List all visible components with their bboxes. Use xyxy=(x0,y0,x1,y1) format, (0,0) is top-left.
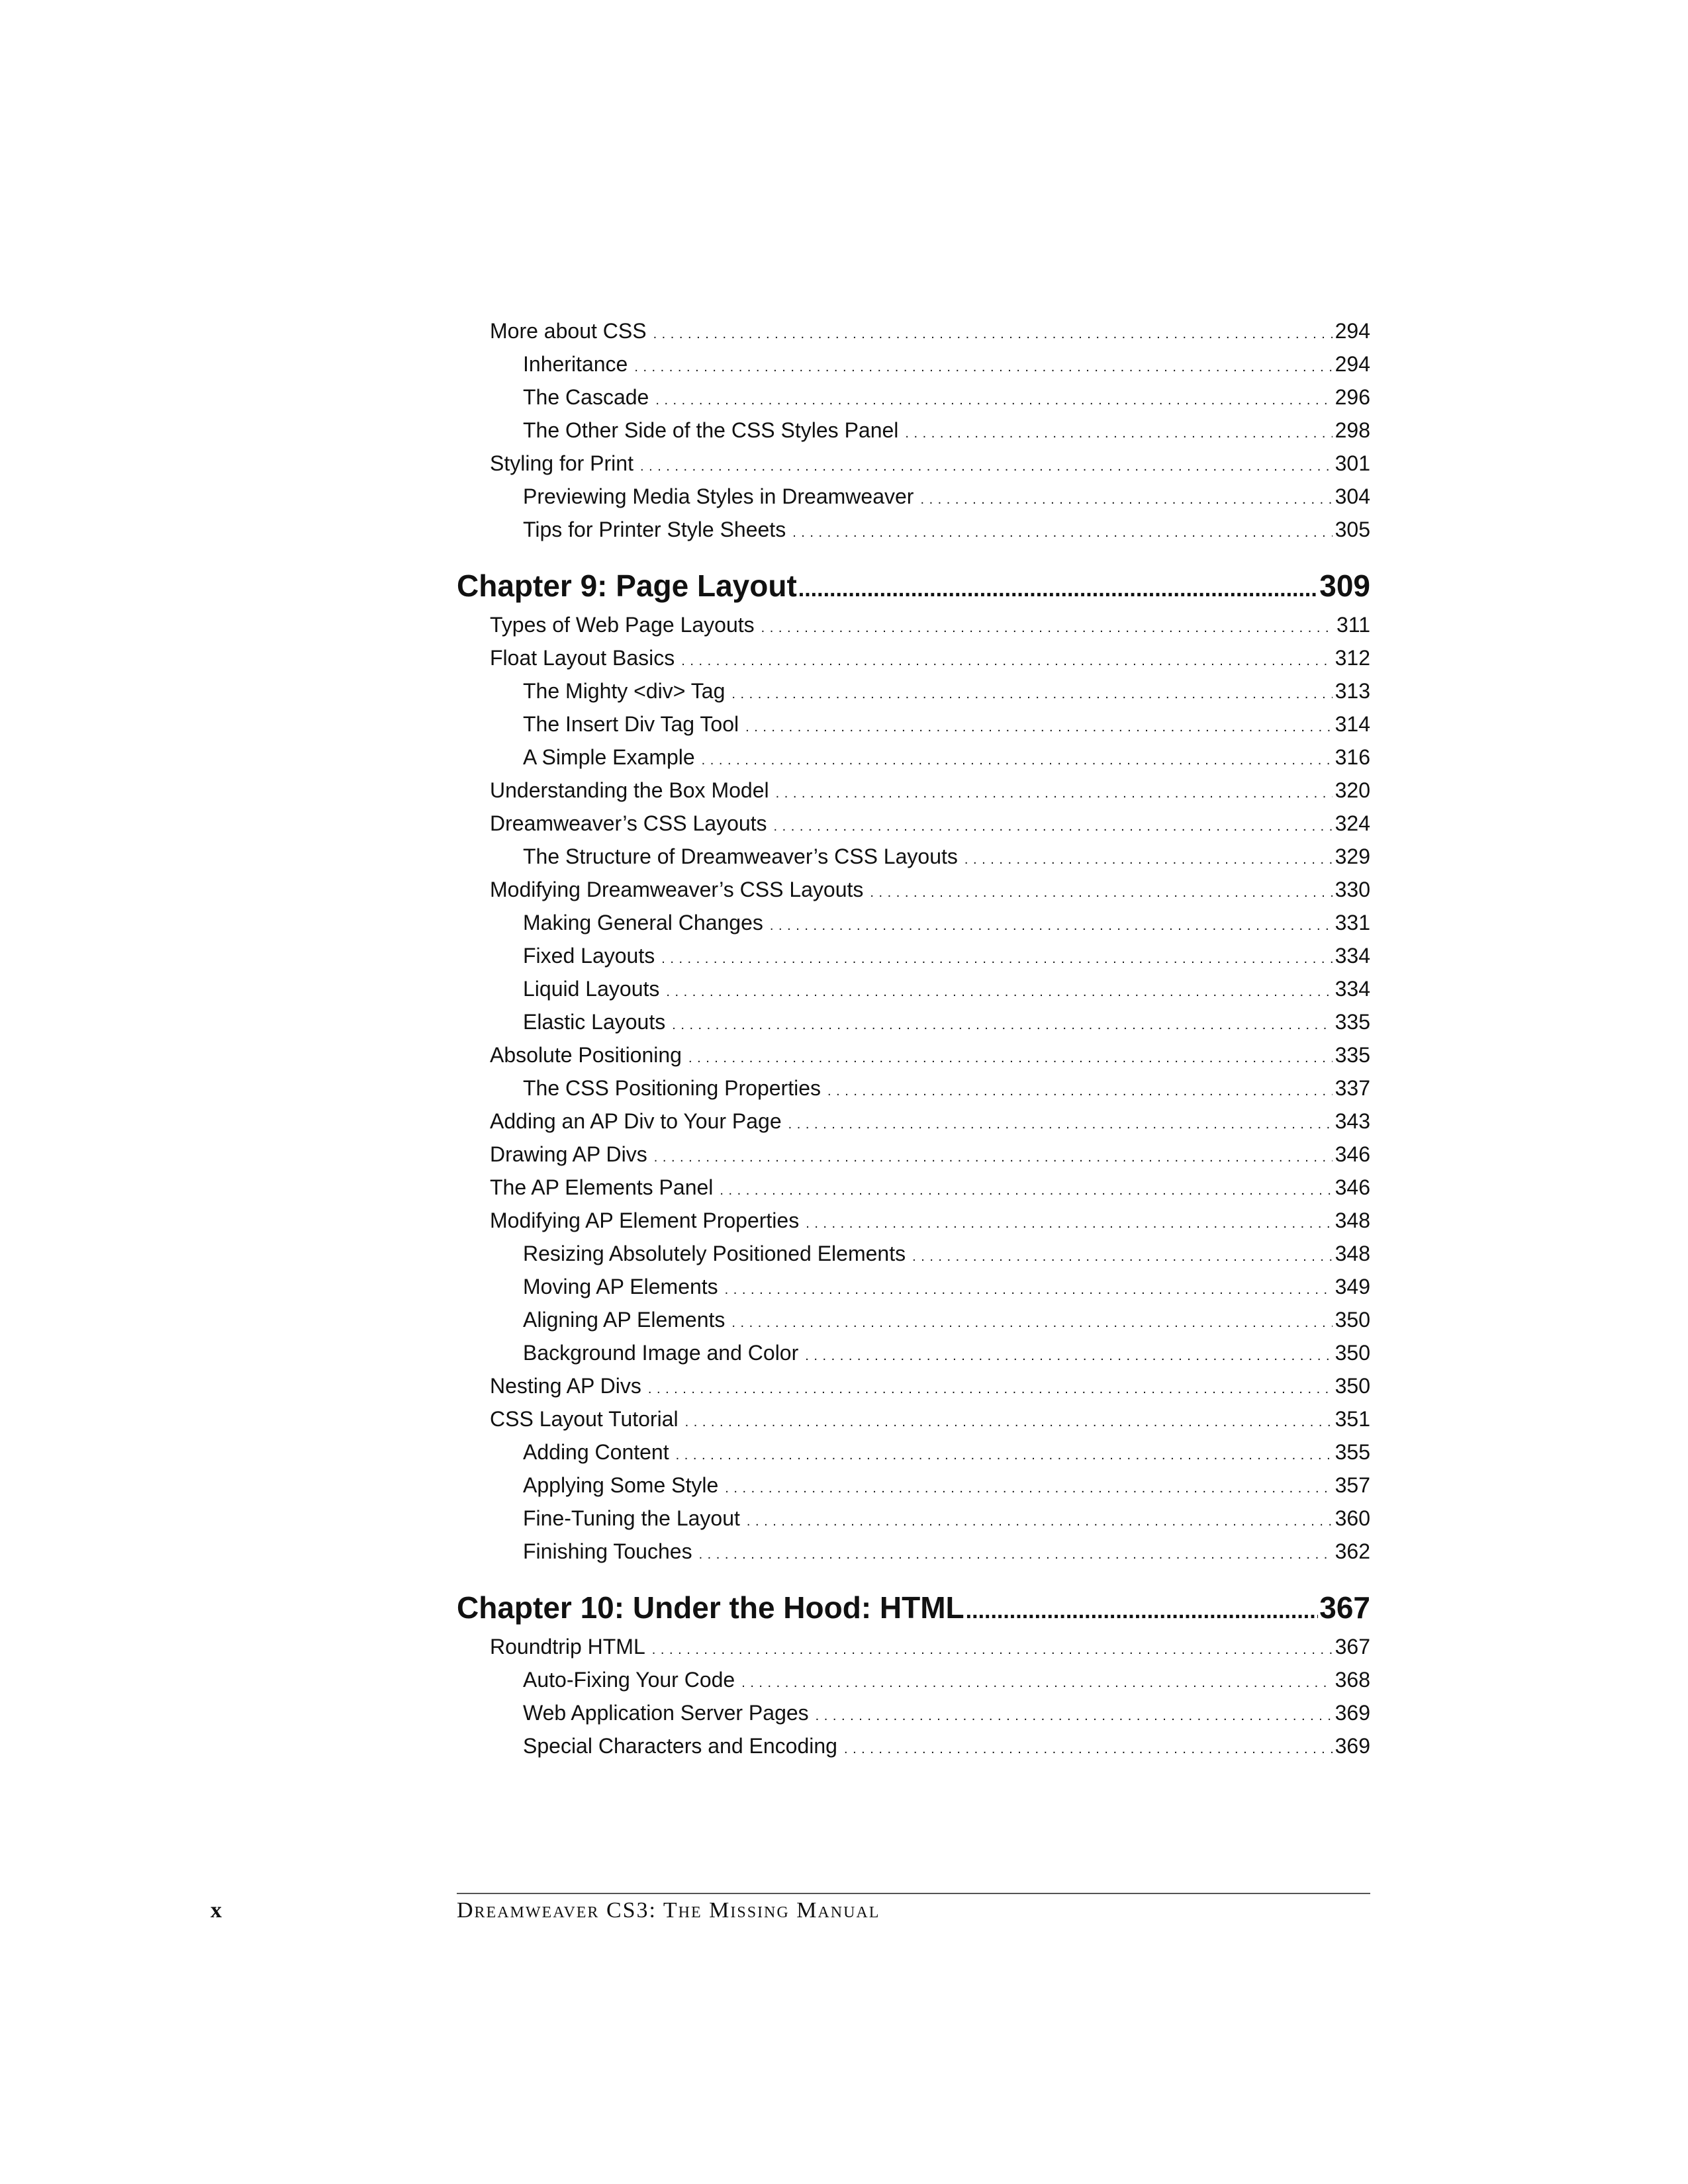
toc-entry xyxy=(457,1630,1370,1663)
dot-leader xyxy=(741,1663,1332,1696)
toc-entry xyxy=(457,1237,1370,1270)
toc-entry xyxy=(457,513,1370,546)
toc-entry xyxy=(457,1105,1370,1138)
toc-entry xyxy=(457,381,1370,414)
dot-leader xyxy=(666,972,1332,1005)
toc-entry xyxy=(457,1071,1370,1105)
entry-title: Modifying AP Element Properties xyxy=(490,1208,800,1232)
dot-leader xyxy=(640,447,1333,480)
toc-entry xyxy=(457,1469,1370,1502)
dot-leader xyxy=(725,1270,1333,1303)
entry-title: Modifying Dreamweaver’s CSS Layouts xyxy=(490,878,864,901)
dot-leader xyxy=(844,1729,1333,1762)
page-number: 357 xyxy=(1335,1473,1370,1497)
page-number: 329 xyxy=(1335,844,1370,868)
entry-title: Types of Web Page Layouts xyxy=(490,613,755,637)
page-number: 368 xyxy=(1335,1668,1370,1692)
chapter-title: Chapter 9: Page Layout xyxy=(457,569,797,603)
entry-title: The Insert Div Tag Tool xyxy=(523,712,739,736)
page-number: 320 xyxy=(1335,778,1370,802)
entry-title: CSS Layout Tutorial xyxy=(490,1407,679,1431)
entry-title: Styling for Print xyxy=(490,451,633,475)
dot-leader xyxy=(964,840,1333,873)
toc-entry xyxy=(457,873,1370,906)
entry-title: The Cascade xyxy=(523,385,649,409)
entry-title: Moving AP Elements xyxy=(523,1275,718,1298)
dot-leader xyxy=(681,641,1332,674)
entry-title: Liquid Layouts xyxy=(523,977,660,1001)
toc-entry xyxy=(457,972,1370,1005)
dot-leader xyxy=(672,1005,1332,1038)
page-number: 305 xyxy=(1335,518,1370,541)
entry-title: Absolute Positioning xyxy=(490,1043,682,1067)
toc-entry xyxy=(457,741,1370,774)
toc-entry xyxy=(457,840,1370,873)
entry-title: Dreamweaver’s CSS Layouts xyxy=(490,811,767,835)
entry-title: The AP Elements Panel xyxy=(490,1175,714,1199)
entry-title: Background Image and Color xyxy=(523,1341,799,1365)
toc-entry xyxy=(457,1336,1370,1369)
page-number: 304 xyxy=(1335,484,1370,508)
entry-title: Resizing Absolutely Positioned Elements xyxy=(523,1242,906,1265)
dot-leader xyxy=(912,1237,1333,1270)
entry-title: Making General Changes xyxy=(523,911,763,934)
toc-entry xyxy=(457,707,1370,741)
toc-entry xyxy=(457,1270,1370,1303)
dot-leader xyxy=(747,1502,1333,1535)
dot-leader xyxy=(653,314,1333,347)
dot-leader xyxy=(699,1535,1333,1568)
dot-leader xyxy=(805,1336,1332,1369)
entry-title: A Simple Example xyxy=(523,745,695,769)
toc-entry xyxy=(457,674,1370,707)
dot-leader xyxy=(745,707,1333,741)
page-number: 337 xyxy=(1335,1076,1370,1100)
dot-leader xyxy=(648,1369,1333,1402)
dot-leader xyxy=(774,807,1333,840)
dot-leader xyxy=(798,566,1318,606)
entry-title: Adding an AP Div to Your Page xyxy=(490,1109,782,1133)
entry-title: Understanding the Box Model xyxy=(490,778,769,802)
page-number-folio: x xyxy=(211,1898,222,1923)
dot-leader xyxy=(720,1171,1332,1204)
entry-title: Web Application Server Pages xyxy=(523,1701,809,1725)
dot-leader xyxy=(731,1303,1332,1336)
entry-title: Auto-Fixing Your Code xyxy=(523,1668,735,1692)
dot-leader xyxy=(688,1038,1333,1071)
entry-title: Roundtrip HTML xyxy=(490,1635,645,1659)
page-number: 331 xyxy=(1335,911,1370,934)
page-number: 350 xyxy=(1335,1308,1370,1332)
page-number: 350 xyxy=(1335,1374,1370,1398)
toc-entry xyxy=(457,1663,1370,1696)
dot-leader xyxy=(870,873,1332,906)
page-number: 313 xyxy=(1335,679,1370,703)
entry-title: The Structure of Dreamweaver’s CSS Layouts xyxy=(523,844,958,868)
toc-entry xyxy=(457,1138,1370,1171)
toc-entry xyxy=(457,1369,1370,1402)
page-number: 311 xyxy=(1336,613,1370,637)
table-of-contents xyxy=(457,314,1370,1762)
entry-title: Nesting AP Divs xyxy=(490,1374,641,1398)
entry-title: Finishing Touches xyxy=(523,1539,692,1563)
page-number: 369 xyxy=(1335,1701,1370,1725)
page-number: 298 xyxy=(1335,418,1370,442)
toc-entry xyxy=(457,1171,1370,1204)
entry-title: Previewing Media Styles in Dreamweaver xyxy=(523,484,914,508)
toc-chapter-heading xyxy=(457,566,1370,606)
page-number: 294 xyxy=(1335,319,1370,343)
page-number: 369 xyxy=(1335,1734,1370,1758)
toc-entry xyxy=(457,608,1370,641)
toc-entry xyxy=(457,1402,1370,1435)
toc-entry xyxy=(457,774,1370,807)
page-number: 355 xyxy=(1335,1440,1370,1464)
entry-title: The Other Side of the CSS Styles Panel xyxy=(523,418,899,442)
entry-title: More about CSS xyxy=(490,319,647,343)
toc-entry xyxy=(457,1005,1370,1038)
running-footer-title: Dreamweaver CS3: The Missing Manual xyxy=(457,1898,880,1923)
page-number: 309 xyxy=(1319,569,1370,603)
dot-leader xyxy=(676,1435,1333,1469)
page-number: 334 xyxy=(1335,977,1370,1001)
page-number: 367 xyxy=(1335,1635,1370,1659)
page-number: 349 xyxy=(1335,1275,1370,1298)
footer-rule xyxy=(457,1893,1370,1894)
page-number: 314 xyxy=(1335,712,1370,736)
dot-leader xyxy=(776,774,1333,807)
page-number: 324 xyxy=(1335,811,1370,835)
chapter-title: Chapter 10: Under the Hood: HTML xyxy=(457,1590,964,1625)
dot-leader xyxy=(634,347,1332,381)
entry-title: Tips for Printer Style Sheets xyxy=(523,518,786,541)
dot-leader xyxy=(725,1469,1332,1502)
page-number: 360 xyxy=(1335,1506,1370,1530)
dot-leader xyxy=(685,1402,1333,1435)
toc-entry xyxy=(457,807,1370,840)
dot-leader xyxy=(788,1105,1333,1138)
entry-title: Drawing AP Divs xyxy=(490,1142,647,1166)
entry-title: The Mighty <div> Tag xyxy=(523,679,726,703)
page-number: 348 xyxy=(1335,1242,1370,1265)
page-number: 335 xyxy=(1335,1010,1370,1034)
entry-title: Applying Some Style xyxy=(523,1473,719,1497)
dot-leader xyxy=(816,1696,1333,1729)
dot-leader xyxy=(827,1071,1333,1105)
toc-chapter-heading xyxy=(457,1588,1370,1627)
dot-leader xyxy=(761,608,1334,641)
toc-entry xyxy=(457,1535,1370,1568)
dot-leader xyxy=(661,939,1332,972)
page-number: 348 xyxy=(1335,1208,1370,1232)
dot-leader xyxy=(731,674,1332,707)
toc-entry xyxy=(457,1729,1370,1762)
toc-entry xyxy=(457,1435,1370,1469)
dot-leader xyxy=(905,414,1332,447)
page-number: 343 xyxy=(1335,1109,1370,1133)
page-number: 335 xyxy=(1335,1043,1370,1067)
toc-entry xyxy=(457,906,1370,939)
page-number: 346 xyxy=(1335,1142,1370,1166)
entry-title: Elastic Layouts xyxy=(523,1010,666,1034)
page-number: 316 xyxy=(1335,745,1370,769)
dot-leader xyxy=(702,741,1333,774)
page-number: 350 xyxy=(1335,1341,1370,1365)
entry-title: Inheritance xyxy=(523,352,628,376)
dot-leader xyxy=(806,1204,1332,1237)
entry-title: Fine-Tuning the Layout xyxy=(523,1506,740,1530)
toc-entry xyxy=(457,347,1370,381)
toc-entry xyxy=(457,480,1370,513)
toc-entry xyxy=(457,1502,1370,1535)
toc-entry xyxy=(457,447,1370,480)
toc-entry xyxy=(457,1303,1370,1336)
dot-leader xyxy=(920,480,1332,513)
dot-leader xyxy=(655,381,1332,414)
entry-title: Aligning AP Elements xyxy=(523,1308,726,1332)
page-number: 330 xyxy=(1335,878,1370,901)
page-number: 362 xyxy=(1335,1539,1370,1563)
page-number: 296 xyxy=(1335,385,1370,409)
dot-leader xyxy=(652,1630,1333,1663)
toc-entry xyxy=(457,414,1370,447)
toc-entry xyxy=(457,939,1370,972)
toc-entry xyxy=(457,1696,1370,1729)
dot-leader xyxy=(792,513,1332,546)
page-number: 312 xyxy=(1335,646,1370,670)
page-number: 301 xyxy=(1335,451,1370,475)
page-number: 367 xyxy=(1319,1590,1370,1625)
toc-entry xyxy=(457,641,1370,674)
toc-entry xyxy=(457,1204,1370,1237)
toc-entry xyxy=(457,314,1370,347)
entry-title: Fixed Layouts xyxy=(523,944,655,968)
dot-leader xyxy=(654,1138,1333,1171)
entry-title: Float Layout Basics xyxy=(490,646,675,670)
entry-title: Special Characters and Encoding xyxy=(523,1734,837,1758)
page-number: 346 xyxy=(1335,1175,1370,1199)
entry-title: The CSS Positioning Properties xyxy=(523,1076,821,1100)
dot-leader xyxy=(966,1588,1319,1627)
page-number: 351 xyxy=(1335,1407,1370,1431)
toc-entry xyxy=(457,1038,1370,1071)
entry-title: Adding Content xyxy=(523,1440,669,1464)
dot-leader xyxy=(770,906,1333,939)
page-number: 334 xyxy=(1335,944,1370,968)
page-number: 294 xyxy=(1335,352,1370,376)
